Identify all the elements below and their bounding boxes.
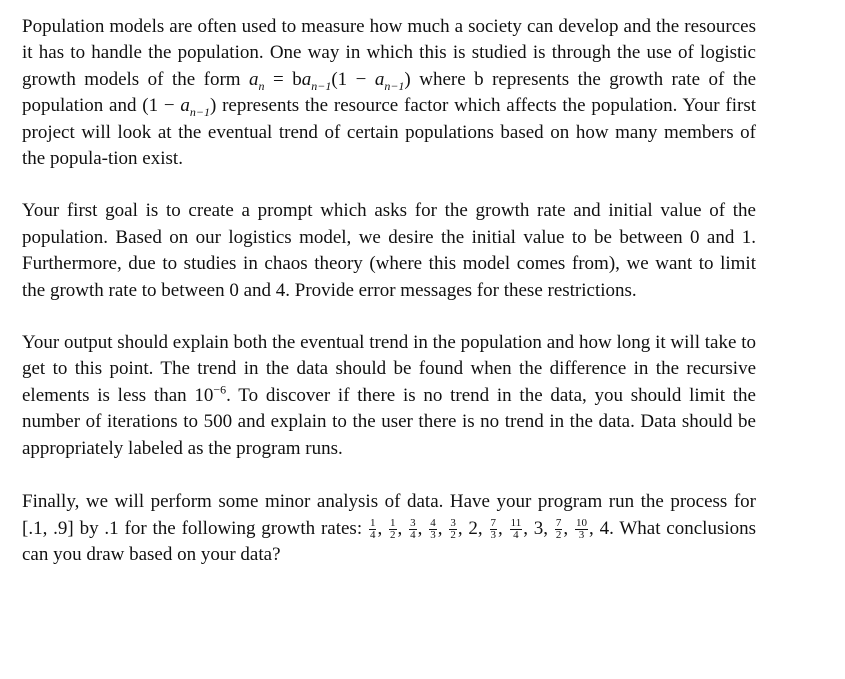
fraction-3-2 [449,518,457,541]
frac-num: 4 [430,517,436,530]
formula-a: a [249,68,259,90]
frac-den: 3 [578,529,585,542]
intro-text-1: Population models are often used to measure how much a society can develop and the resources it has to handle the population. One way in which this is studied is through the use of logistic growth models of the form [22,16,756,90]
paragraph-intro [22,14,756,172]
goal-text: Your first goal is to create a prompt which asks for the growth rate and initial value of the population. Based on our logistics model, we desire the initial value to be between 0 and 1. Furthermore, due to studies in chaos theory (where this model comes from), we want to limit the growth rate to between 0 and 4. Provide error messages for these restrictions. [22,200,756,301]
formula-close: ) [404,68,411,90]
frac-den: 3 [430,529,436,542]
analysis-text-1: Finally, we will perform some minor analysis of data. Have your program run the process for [.1, .9] by .1 for the following growth rates: [22,491,756,539]
document-body [22,14,756,568]
output-text-1: Your output should explain both the eventual trend in the population and how long it will take to get to this point. The trend in the data should be found when the difference in the recursive elements is less than 10 [22,332,756,406]
resource-a: a [180,95,190,117]
formula-a-prev: a [301,68,312,90]
frac-num: 1 [369,517,376,530]
frac-num: 11 [510,517,522,530]
fraction-7-3 [490,518,498,541]
fraction-10-3 [575,518,588,541]
fraction-4-3 [429,518,437,541]
frac-num: 3 [450,517,456,530]
frac-den: 4 [369,529,376,542]
output-text-2: . To discover if there is no trend in the data, you should limit the number of iterations to 500 and explain to the user there is no trend in the data. Data should be appropriately labeled as the program runs. [22,384,756,459]
analysis-text-2: . What conclusions can you draw based on your data? [22,517,757,565]
frac-num: 10 [575,517,587,530]
formula-sub-n: n [258,78,265,93]
frac-num: 3 [410,517,416,530]
rate-three: 3 [533,517,544,539]
paragraph-output [22,330,756,462]
paragraph-analysis: Finally, we will perform some minor analysis of data. Have your program run the process for [.1, .9] by .1 for the following growth rates: $\frac{1}{4}$ , $\frac{1}{2}$ , $\frac{3}{4}$ , $\frac{4}{3}$ , $\frac{3}{2}$ , 2, $\frac{7}{3}$ , $\frac{11}{4}$ , 3, $\frac{7}{2}$ , $\frac{10}{3}$ , 4. What conclusions can you draw based on your data? [22,491,757,565]
exponent: −6 [213,382,227,397]
frac-den: 2 [555,529,562,542]
fraction-1-2 [389,518,397,541]
fraction-11-4 [510,518,523,541]
formula-sub-prev-2: n−1 [384,78,405,93]
frac-den: 4 [513,529,519,542]
frac-den: 2 [450,529,456,542]
fraction-3-4 [409,518,417,541]
intro-text-3: ) represents the resource factor which affects the population. Your first project will look at the eventual trend of certain populations based on how many members of the popula-tion exist. [22,95,756,170]
formula-mid: (1 − [331,68,375,90]
fraction-7-2 [555,518,563,541]
formula-equals-b: = b [264,68,302,90]
paragraph-goal [22,198,756,304]
frac-num: 7 [555,517,562,530]
frac-num: 1 [390,517,396,530]
fraction-1-4 [369,518,377,541]
frac-den: 3 [490,529,497,542]
rate-four: 4 [599,517,610,539]
formula-a-prev-2: a [374,68,385,90]
frac-num: 7 [490,517,497,530]
intro-text-2: where b represents the growth rate of the population and (1 − [22,68,757,117]
frac-den: 4 [410,529,416,542]
rate-two: 2 [468,517,478,539]
frac-den: 2 [390,529,396,542]
formula-sub-prev: n−1 [311,78,332,93]
resource-sub: n−1 [189,105,210,120]
